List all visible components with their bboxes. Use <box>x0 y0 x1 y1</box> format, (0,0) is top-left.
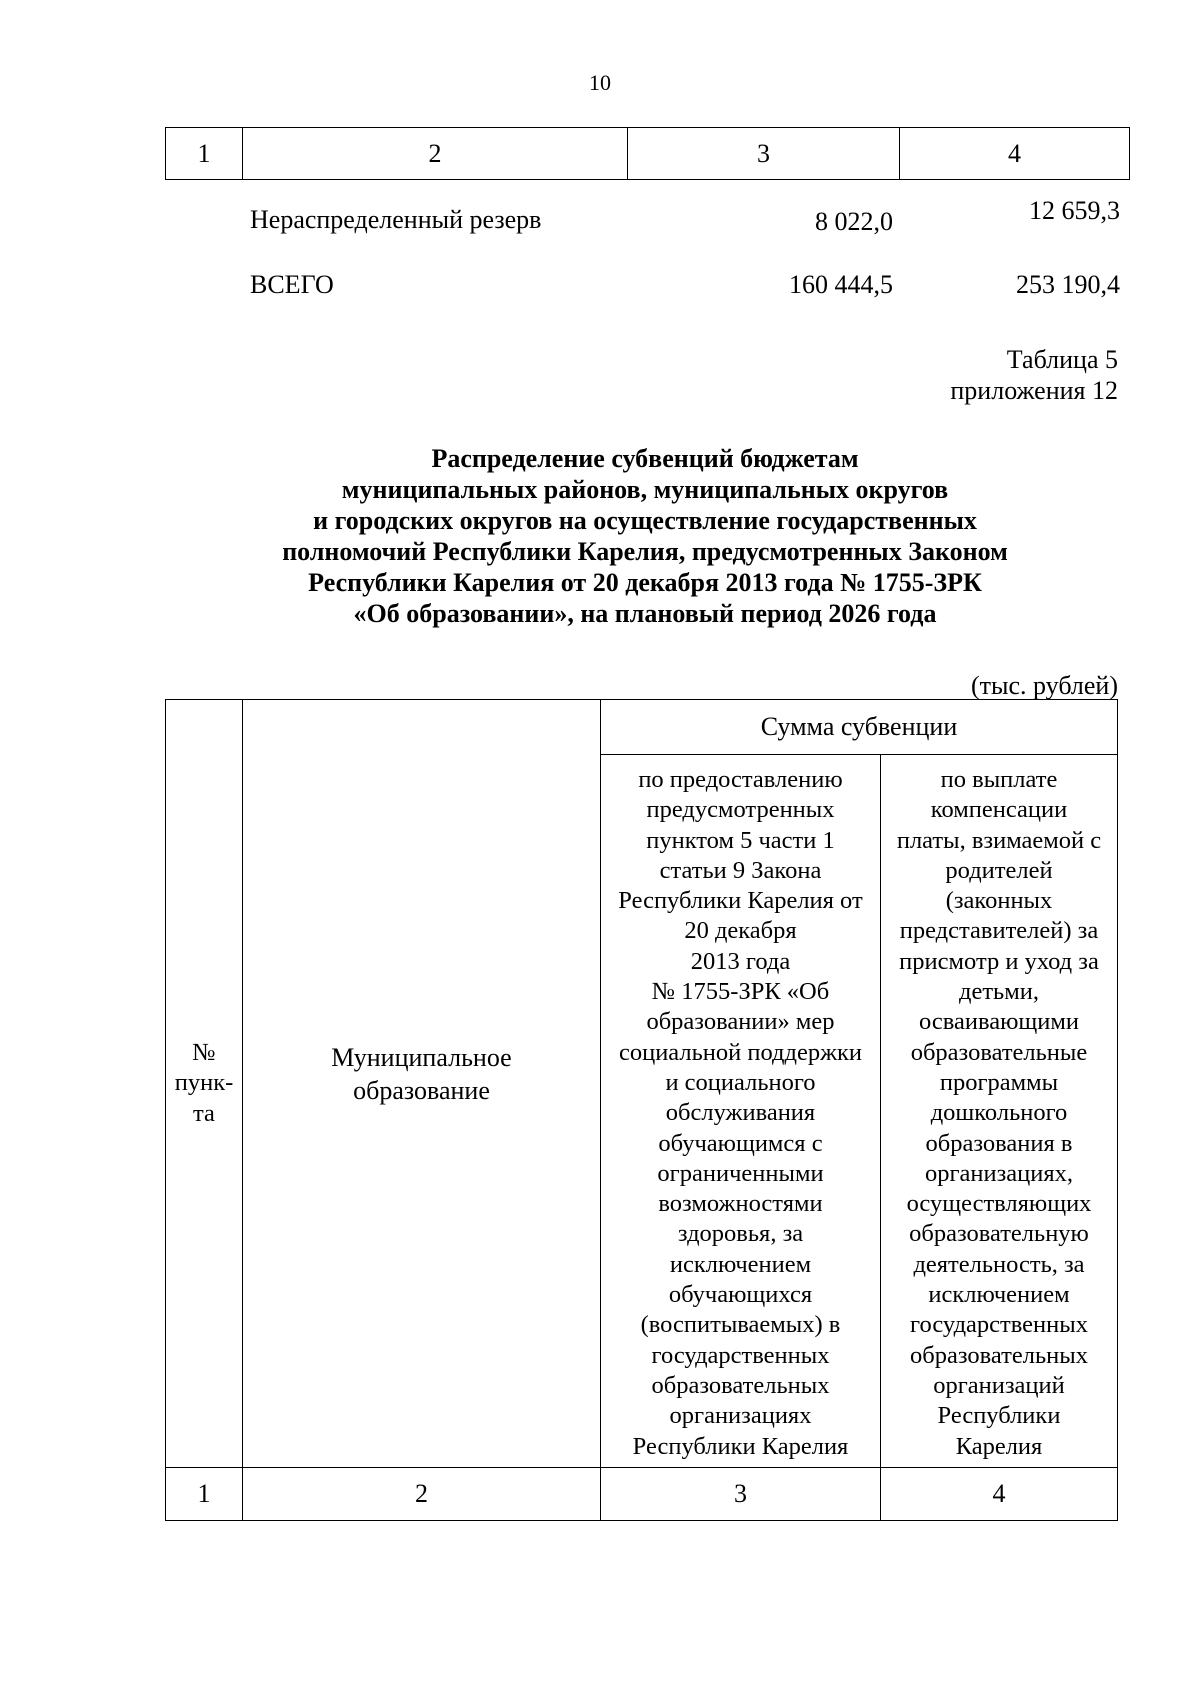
row-value-col3: 160 444,5 <box>789 270 893 299</box>
title-line: муниципальных районов, муниципальных округов <box>341 475 949 504</box>
column-number: 3 <box>601 1468 881 1521</box>
row-value-col4: 253 190,4 <box>1016 270 1120 299</box>
document-title <box>0 443 1200 629</box>
column-number: 4 <box>900 128 1130 180</box>
column-number: 2 <box>243 1468 601 1521</box>
column-number: 3 <box>628 128 900 180</box>
row-name: ВСЕГО <box>250 270 334 299</box>
column-number: 1 <box>166 1468 243 1521</box>
column-number: 4 <box>881 1468 1118 1521</box>
title-line: и городских округов на осуществление государственных <box>313 506 977 535</box>
page-number: 10 <box>589 70 611 95</box>
row-value-col3: 8 022,0 <box>815 207 893 236</box>
row-value-col4: 12 659,3 <box>1029 196 1120 225</box>
title-line: полномочий Республики Карелия, предусмотренных Законом <box>282 537 1008 566</box>
title-line: Республики Карелия от 20 декабря 2013 года № 1755-ЗРК <box>308 568 982 597</box>
title-line: «Об образовании», на плановый период 2026 года <box>353 599 937 628</box>
table-reference <box>950 344 1118 406</box>
row-name: Нераспределенный резерв <box>250 205 542 234</box>
header-col3-description: по предоставлению предусмотренных пунктом 5 части 1 статьи 9 Закона Республики Карелия от 20 декабря 2013 года № 1755-ЗРК «Об образовании» мер социальной поддержки и социального обслуживания обучающимся с ограниченными возможностями здоровья, за исключением обучающихся (воспитываемых) в государственных образовательных организациях Республики Карелия <box>601 755 881 1468</box>
table-reference-line: приложения 12 <box>950 376 1118 405</box>
table-reference-line: Таблица 5 <box>1006 345 1118 374</box>
header-item-number: № пунк- та <box>166 700 243 1468</box>
column-number: 1 <box>166 128 243 180</box>
header-subvention-sum: Сумма субвенции <box>601 700 1118 755</box>
title-line: Распределение субвенций бюджетам <box>431 444 859 473</box>
continued-table-column-numbers <box>165 127 1130 180</box>
units-label: (тыс. рублей) <box>970 671 1118 700</box>
header-municipality: Муниципальное образование <box>243 700 601 1468</box>
header-col4-description: по выплате компенсации платы, взимаемой с родителей (законных представителей) за присмотр и уход за детьми, осваивающими образовательные программы дошкольного образования в организациях, осуществляющих образовательную деятельность, за исключением государственных образовательных организаций Республики Карелия <box>881 755 1118 1468</box>
column-number: 2 <box>243 128 628 180</box>
subvention-table <box>165 699 1118 1521</box>
